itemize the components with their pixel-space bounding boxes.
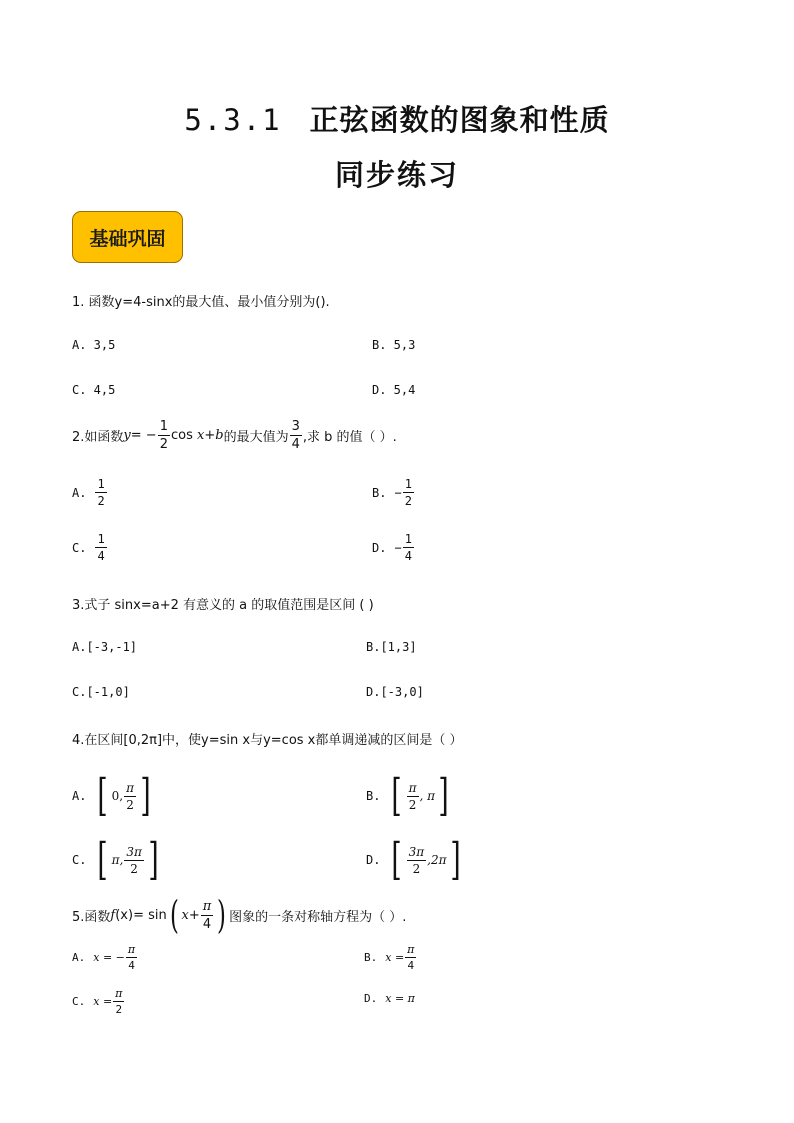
q1-option-b: B. 5,3 xyxy=(372,338,416,352)
fraction: $\frac{\pi}{2}$ xyxy=(126,780,134,812)
fraction: $\frac{1}{2}$ xyxy=(159,419,168,452)
fraction: $\frac{3\pi}{2}$ xyxy=(126,844,142,876)
title-text: 正弦函数的图象和性质 xyxy=(309,103,610,137)
q3-option-d: D.[-3,0] xyxy=(366,685,424,699)
q3-option-c: C.[-1,0] xyxy=(72,685,130,699)
q1-option-a: A. 3,5 xyxy=(72,338,116,352)
fraction: $\frac{\pi}{4}$ xyxy=(202,898,212,932)
question-2: 2.如函数 y = − $\frac{1}{2}$ cos x + b 的最大值为 $\frac{3}{4}$ ,求 b 的值（ ）. xyxy=(72,419,397,452)
q5-option-a: A. x = − $\frac{\pi}{4}$ xyxy=(72,943,136,972)
fraction: $\frac{1}{2}$ xyxy=(97,477,105,508)
fraction: $\frac{1}{4}$ xyxy=(404,532,412,563)
page-subtitle: 同步练习 xyxy=(334,158,459,192)
q5-option-c: C. x = $\frac{\pi}{2}$ xyxy=(72,987,123,1016)
fraction: $\frac{1}{4}$ xyxy=(97,532,105,563)
q4-option-c: C. [ π, $\frac{3\pi}{2}$ ] xyxy=(72,834,159,885)
q3-option-b: B.[1,3] xyxy=(366,640,417,654)
q2-option-d: D. − $\frac{1}{4}$ xyxy=(372,532,412,563)
q4-option-a: A. [ 0, $\frac{\pi}{2}$ ] xyxy=(72,770,151,821)
q2-option-c: C. $\frac{1}{4}$ xyxy=(72,532,105,563)
q5-option-b: B. x = $\frac{\pi}{4}$ xyxy=(364,943,415,972)
question-4: 4.在区间[0,2π]中，使y=sin x与y=cos x都单调递减的区间是（ ） xyxy=(72,733,463,748)
question-1: 1. 函数y=4-sinx的最大值、最小值分别为(). xyxy=(72,295,330,310)
section-badge: 基础巩固 xyxy=(72,211,183,263)
q1-option-d: D. 5,4 xyxy=(372,383,416,397)
fraction: $\frac{1}{2}$ xyxy=(404,477,412,508)
q2-option-b: B. − $\frac{1}{2}$ xyxy=(372,477,412,508)
q3-option-a: A.[-3,-1] xyxy=(72,640,138,654)
fraction: $\frac{3}{4}$ xyxy=(291,419,300,452)
q4-option-d: D. [ $\frac{3\pi}{2}$ ,2π ] xyxy=(366,834,461,885)
fraction: $\frac{\pi}{2}$ xyxy=(408,780,417,812)
q5-option-d: D. x = π xyxy=(364,992,415,1005)
question-3: 3.式子 sinx=a+2 有意义的 a 的取值范围是区间 ( ) xyxy=(72,598,374,613)
section-number: 5.3.1 xyxy=(184,103,282,137)
q2-option-a: A. $\frac{1}{2}$ xyxy=(72,477,105,508)
q1-option-c: C. 4,5 xyxy=(72,383,116,397)
fraction: $\frac{3\pi}{2}$ xyxy=(408,844,425,876)
fraction: $\frac{\pi}{2}$ xyxy=(115,987,123,1016)
question-5: 5.函数 f (x) = sin ( x + $\frac{\pi}{4}$ ) 图象的一条对称轴方程为（ ）. xyxy=(72,893,407,937)
fraction: $\frac{\pi}{4}$ xyxy=(127,943,136,972)
page-title xyxy=(0,98,794,139)
q4-option-b: B. [ $\frac{\pi}{2}$ , π ] xyxy=(366,770,449,821)
fraction: $\frac{\pi}{4}$ xyxy=(407,943,415,972)
